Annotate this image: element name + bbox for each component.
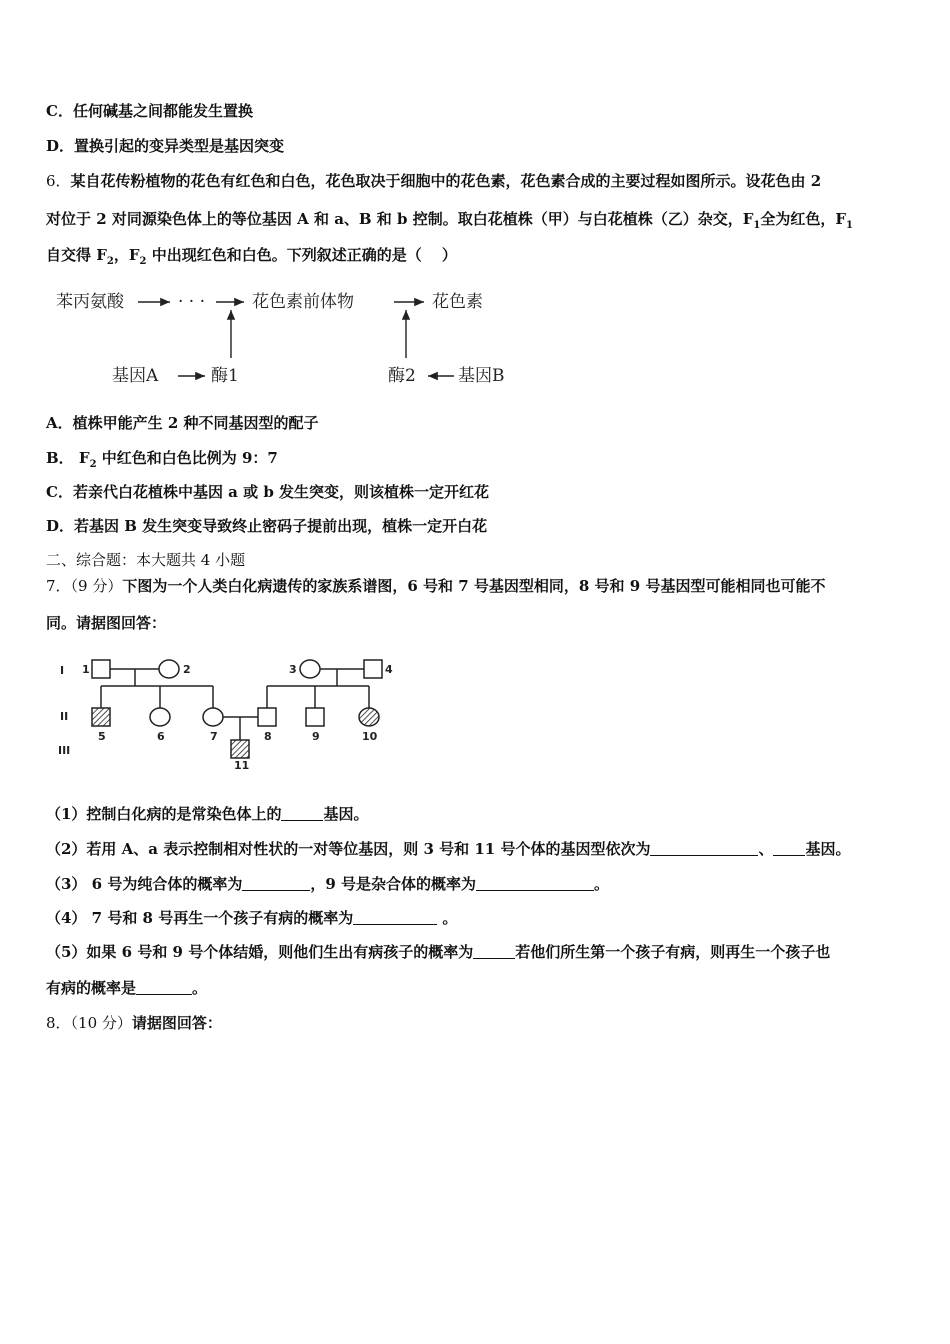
individual-7-female (203, 708, 223, 726)
generation-ii-label: II (60, 710, 69, 723)
q6-stem-line1: 6．某自花传粉植物的花色有红色和白色，花色取决于细胞中的花色素，花色素合成的主要过程如图所示。设花色由 2 (46, 172, 822, 190)
individual-2-female (159, 660, 179, 678)
label-7: 7 (210, 730, 218, 743)
individual-9-male (306, 708, 324, 726)
q7-part5-line2: 有病的概率是 。 (46, 979, 208, 997)
generation-iii-label: III (58, 744, 71, 757)
q5-option-d: D．置换引起的变异类型是基因突变 (46, 137, 285, 155)
ellipsis-label: · · · (178, 292, 206, 312)
individual-6-female (150, 708, 170, 726)
individual-3-female (300, 660, 320, 678)
generation-i-label: I (60, 664, 65, 677)
q5-option-c: C．任何碱基之间都能发生置换 (46, 102, 253, 120)
individual-4-male (364, 660, 382, 678)
precursor-label: 花色素前体物 (252, 292, 354, 312)
gene-a-label: 基因A (112, 366, 159, 386)
section-2-heading: 二、综合题：本大题共 4 小题 (46, 551, 246, 569)
q6-option-b: B． $F_2$ 中红色和白色比例为 9：7 (46, 449, 278, 470)
label-9: 9 (312, 730, 320, 743)
q6-stem-line3: 自交得 $F_2$，$F_2$ 中出现红色和白色。下列叙述正确的是（ ） (46, 246, 457, 267)
label-1: 1 (82, 663, 90, 676)
individual-5-affected-male (92, 708, 110, 726)
q7-stem-line2: 同。请据图回答： (46, 614, 167, 632)
enzyme2-label: 酶2 (388, 366, 416, 386)
individual-11-affected-male (231, 740, 249, 758)
q6-option-c: C．若亲代白花植株中基因 a 或 b 发生突变，则该植株一定开红花 (46, 483, 490, 501)
label-10: 10 (362, 730, 378, 743)
q8-stem: 8．（10 分）请据图回答： (46, 1014, 222, 1032)
label-2: 2 (183, 663, 191, 676)
q6-stem-line2: 对位于 2 对同源染色体上的等位基因 A 和 a、B 和 b 控制。取白花植株（甲）与白花植株（乙）杂交，$F_1$全为红色，$F_1$ (46, 210, 853, 231)
q7-part1: （1）控制白化病的是常染色体上的 基因。 (46, 805, 369, 823)
label-4: 4 (385, 663, 393, 676)
q6-option-a: A．植株甲能产生 2 种不同基因型的配子 (46, 414, 319, 432)
q7-part3: （3） 6 号为纯合体的概率为 ，9 号是杂合体的概率为 。 (46, 875, 610, 893)
individual-1-male (92, 660, 110, 678)
q7-stem-line1: 7．（9 分）下图为一个人类白化病遗传的家族系谱图，6 号和 7 号基因型相同，8 号和 9 号基因型可能相同也可能不 (46, 577, 826, 595)
gene-b-label: 基因B (458, 366, 505, 386)
pigment-label: 花色素 (432, 292, 483, 312)
q7-part5-line1: （5）如果 6 号和 9 号个体结婚，则他们生出有病孩子的概率为 若他们所生第一个孩子有病，则再生一个孩子也 (46, 943, 831, 961)
albinism-pedigree-chart (52, 652, 402, 772)
enzyme1-label: 酶1 (211, 366, 239, 386)
label-8: 8 (264, 730, 272, 743)
label-11: 11 (234, 759, 250, 772)
phenylalanine-label: 苯丙氨酸 (56, 292, 124, 312)
individual-8-male (258, 708, 276, 726)
label-3: 3 (289, 663, 297, 676)
individual-10-affected-female (359, 708, 379, 726)
label-5: 5 (98, 730, 106, 743)
q7-part4: （4） 7 号和 8 号再生一个孩子有病的概率为 。 (46, 909, 458, 927)
q6-option-d: D．若基因 B 发生突变导致终止密码子提前出现，植株一定开白花 (46, 517, 488, 535)
q7-part2: （2）若用 A、a 表示控制相对性状的一对等位基因，则 3 号和 11 号个体的基因型依次为 、 基因。 (46, 840, 851, 858)
flower-pigment-pathway-diagram (40, 282, 540, 394)
label-6: 6 (157, 730, 165, 743)
